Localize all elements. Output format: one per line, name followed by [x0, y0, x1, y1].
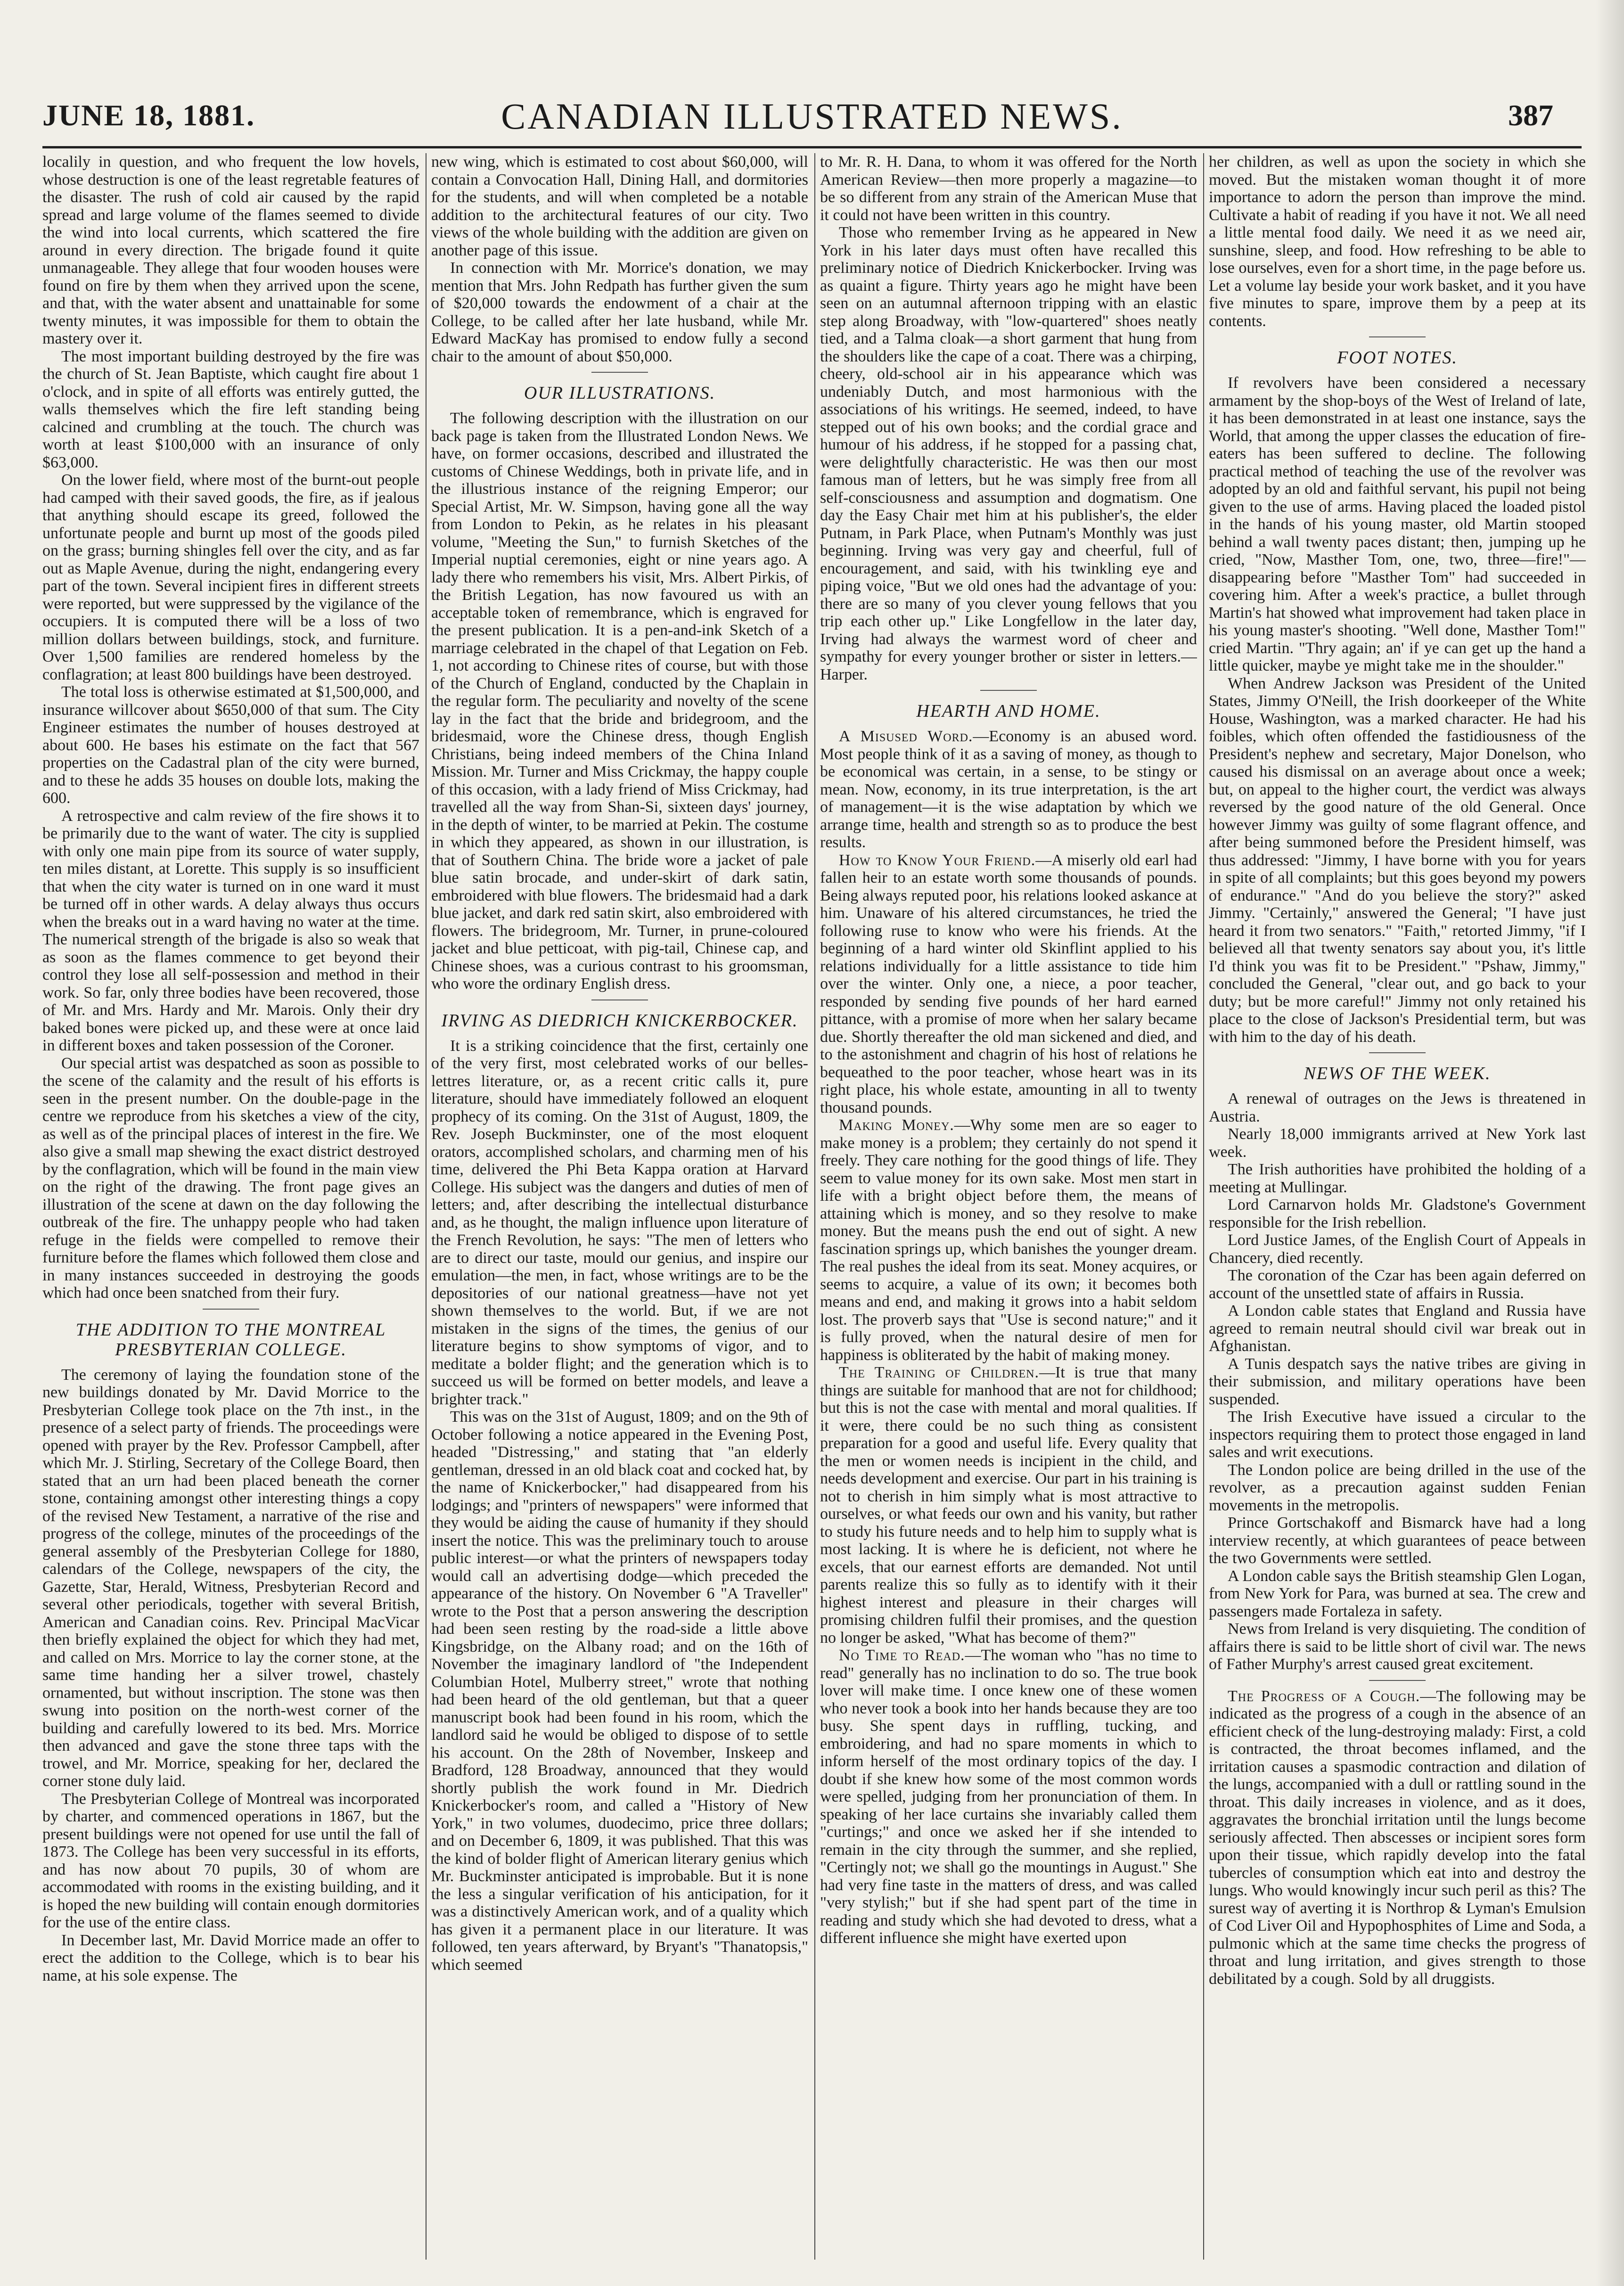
news-item: A Tunis despatch says the native tribes are giving in their submission, and military operations have been suspended.: [1209, 1355, 1586, 1408]
news-item: Nearly 18,000 immigrants arrived at New York last week.: [1209, 1125, 1586, 1161]
paragraph-lead: How to Know Your Friend.: [839, 851, 1036, 869]
page-edge-shadow: [1596, 0, 1624, 2286]
article-paragraph: [820, 728, 1197, 852]
column-4: [1209, 153, 1586, 2260]
section-divider: [203, 1309, 259, 1310]
paragraph-lead: Making Money.: [839, 1116, 954, 1134]
section-heading: FOOT NOTES.: [1337, 348, 1458, 368]
column-rule: [1203, 153, 1204, 2260]
news-item: News from Ireland is very disquieting. The condition of affairs there is said to be little short of civil war. The news of Father Murphy's arrest caused great excitement.: [1209, 1620, 1586, 1673]
article-paragraph: If revolvers have been considered a necessary armament by the shop-boys of the West of Ireland of late, it has been demonstrated in at least one instance, says the World, that among the upper classes the education of fire-eaters has been suffered to decline. The following practical method of teaching the use of the revolver was adopted by an old and faithful servant, his pupil not being given to the use of arms. Having placed the loaded pistol in the hands of his young master, old Martin stooped behind a wall twenty paces distant; then, jumping up he cried, "Now, Masther Tom, one, two, three—fire!"—disappearing before "Masther Tom" had succeeded in covering him. After a week's practice, a bullet through Martin's hat showed what improvement had taken place in his young master's shooting. "Well done, Masther Tom!" cried Martin. "Thry again; an' if ye can get up the hand a little quicker, maybe ye might take me in the shoulder.": [1209, 374, 1586, 674]
article-paragraph: [820, 1116, 1197, 1364]
paragraph-lead: The Training of Children.: [839, 1364, 1040, 1381]
news-item: The Irish Executive have issued a circular to the inspectors requiring them to protect those engaged in land sales and writ executions.: [1209, 1408, 1586, 1461]
article-paragraph: The Presbyterian College of Montreal was incorporated by charter, and commenced operations in 1867, but the present buildings were not opened for use until the fall of 1873. The College has been very successful in its efforts, and has now about 70 pupils, 30 of whom are accommodated with rooms in the existing building, and it is hoped the new building will contain enough dormitories for the use of the entire class.: [42, 1790, 419, 1931]
article-paragraph: [1209, 1688, 1586, 1988]
paragraph-body: —The woman who "has no time to read" generally has no inclination to do so. The true book lover will make time. I once knew one of these women who never took a book into her hands because they are too busy. She spent days in ruffling, tucking, and embroidering, and had no spare moments in which to inform herself of the most ordinary topics of the day. I doubt if she knew how some of the most common words were spelled, judging from her pronunciation of them. In speaking of her lace curtains she invariably called them "curtings;" and once we asked her if she intended to remain in the city through the summer, and she replied, "Certingly not; we shall go the mountings in August." She had very fine taste in the matters of dress, and was called "very stylish;" but if she had spent part of the time in reading and study which she had devoted to dress, what a different influence she might have exerted upon: [820, 1647, 1197, 1947]
paragraph-lead: The Progress of a Cough.: [1228, 1687, 1420, 1705]
article-paragraph: In December last, Mr. David Morrice made an offer to erect the addition to the College, which is to bear his name, at his sole expense. The: [42, 1931, 419, 1984]
paragraph-lead: No Time to Read.: [839, 1647, 965, 1664]
news-item: A renewal of outrages on the Jews is threatened in Austria.: [1209, 1090, 1586, 1125]
section-divider: [1369, 1052, 1426, 1053]
article-paragraph: The following description with the illustration on our back page is taken from the Illustrated London News. We have, on former occasions, described and illustrated the customs of Chinese Weddings, both in private life, and in the illustrious instance of the reigning Emperor; our Special Artist, Mr. W. Simpson, having gone all the way from London to Pekin, as he relates in his pleasant volume, "Meeting the Sun," to furnish Sketches of the Imperial nuptial ceremonies, eight or nine years ago. A lady there who remembers his visit, Mrs. Albert Pirkis, of the British Legation, has now favoured us with an acceptable token of remembrance, which is engraved for the present publication. It is a pen-and-ink Sketch of a marriage celebrated in the chapel of that Legation on Feb. 1, not according to Chinese rites of course, but with those of the Church of England, conducted by the Chaplain in the regular form. The peculiarity and novelty of the scene lay in the fact that the bride and bridegroom, and the bridesmaid, wore the Chinese dress, though English Christians, being indeed members of the China Inland Mission. Mr. Turner and Miss Crickmay, the happy couple of this occasion, with a lady friend of Miss Crickmay, had travelled all the way from Shan-Si, sixteen days' journey, in the depth of winter, to be married at Pekin. The costume in which they appeared, as shown in our illustration, is that of Southern China. The bride wore a jacket of pale blue satin brocade, and under-skirt of dark satin, embroidered with blue flowers. The bridesmaid had a dark blue jacket, and dark red satin skirt, also embroidered with flowers. The bridegroom, Mr. Turner, in prune-coloured jacket and blue petticoat, with pig-tail, Chinese cap, and Chinese shoes, was a curious contrast to his groomsman, who wore the ordinary English dress.: [431, 410, 808, 992]
article-paragraph: [820, 1647, 1197, 1947]
newspaper-title: CANADIAN ILLUSTRATED NEWS.: [501, 96, 1123, 137]
section-divider: [1369, 336, 1426, 337]
section-heading: IRVING AS DIEDRICH KNICKERBOCKER.: [441, 1010, 798, 1031]
article-paragraph: [820, 1364, 1197, 1647]
article-paragraph: localily in question, and who frequent the low hovels, whose destruction is one of the least regretable features of the disaster. The rush of cold air caused by the rapid spread and large volume of the flames seemed to divide the wind into local currents, which scattered the fire around in every direction. The brigade found it quite unmanageable. They allege that four wooden houses were found on fire by them when they arrived upon the scene, and that, with the water absent and unattainable for some twenty minutes, it was impossible for them to obtain the mastery over it.: [42, 153, 419, 347]
news-item: The coronation of the Czar has been again deferred on account of the unsettled state of affairs in Russia.: [1209, 1267, 1586, 1302]
section-heading: NEWS OF THE WEEK.: [1304, 1064, 1491, 1083]
paragraph-body: —Economy is an abused word. Most people think of it as a saving of money, as though to be economical was certain, in a sense, to be stingy or mean. Now, economy, in its true interpretation, is the art of management—it is the wise adaptation by which we arrange time, health and strength so as to produce the best results.: [820, 728, 1197, 851]
section-heading: THE ADDITION TO THE MONTREAL PRESBYTERIAN COLLEGE.: [75, 1319, 386, 1360]
paragraph-body: —Why some men are so eager to make money is a problem; they certainly do not spend it freely. They care nothing for the good things of life. They seem to value money for its own sake. Most men start in life with a bright object before them, the means of attaining which is money, and so they resolve to make money. But the means push the end out of sight. A new fascination springs up, which banishes the younger dream. The real pushes the ideal from its seat. Money acquires, or seems to acquire, a value of its own; it becomes both means and end, and making it grows into a habit seldom lost. The proverb says that "Use is second nature;" and it is fully proved, when the natural desire of men for happiness is obliterated by the habit of making money.: [820, 1116, 1197, 1364]
masthead: [42, 90, 1582, 148]
column-2: [431, 153, 808, 2260]
article-paragraph: It is a striking coincidence that the first, certainly one of the very first, most celebrated works of our belles-lettres literature, or, as a recent critic calls it, pure literature, should have immediately followed an eloquent prophecy of its coming. On the 31st of August, 1809, the Rev. Joseph Buckminster, one of the most eloquent orators, accomplished scholars, and charming men of his time, delivered the Phi Beta Kappa oration at Harvard College. His subject was the dangers and duties of men of letters; and, after describing the intellectual disturbance and, as he thought, the malign influence upon literature of the French Revolution, he says: "The men of letters who are to direct our taste, mould our genius, and inspire our emulation—the men, in fact, whose writings are to be the depositories of our national greatness—have not yet shown themselves to the world. But, if we are not mistaken in the signs of the times, the genius of our literature begins to show symptoms of vigor, and to meditate a bolder flight; and the generation which is to succeed us will be formed on better models, and leave a brighter track.": [431, 1037, 808, 1408]
article-paragraph: Those who remember Irving as he appeared in New York in his later days must often have recalled this preliminary notice of Diedrich Knickerbocker. Irving was as quaint a figure. Thirty years ago he might have been seen on an autumnal afternoon tripping with an elastic step along Broadway, with "low-quartered" shoes neatly tied, and a Talma cloak—a short garment that hung from the shoulders like the cape of a coat. There was a chirping, cheery, old-school air in his appearance which was undeniably Dutch, and most harmonious with the associations of his writings. He seemed, indeed, to have stepped out of his own books; and the cordial grace and humour of his address, if he stopped for a passing chat, were delightfully characteristic. He was then our most famous man of letters, but he was simply free from all self-consciousness and assumption and dogmatism. One day the Easy Chair met him at his publisher's, the elder Putnam, in Park Place, when Putnam's Monthly was just beginning. Irving was very gay and cheerful, full of encouragement, and said, with his twinkling eye and piping voice, "But we old ones had the advantage of you: there are so many of you clever young fellows that you trip each other up." Like Longfellow in the later day, Irving had always the warmest word of cheer and sympathy for every younger brother or sister in letters.—Harper.: [820, 224, 1197, 683]
article-paragraph: When Andrew Jackson was President of the United States, Jimmy O'Neill, the Irish doorkeeper of the White House, Washington, was a marked character. He had his foibles, which often offended the fastidiousness of the President's nephew and secretary, Major Donelson, who caused his dismissal on an average about once a week; but, on appeal to the higher court, the verdict was always reversed by the good nature of the old General. Once however Jimmy was guilty of some flagrant offence, and after being summoned before the President himself, was thus addressed: "Jimmy, I have borne with you for years in spite of all complaints; but this goes beyond my powers of endurance." "And do you believe the story?" asked Jimmy. "Certainly," answered the General; "I have just heard it from two senators." "Faith," retorted Jimmy, "if I believed all that twenty senators say about you, it's little I'd think you was fit to be President." "Pshaw, Jimmy," concluded the General, "clear out, and go back to your duty; but be more careful!" Jimmy not only retained his place to the close of Jackson's Presidential term, but was with him to the day of his death.: [1209, 674, 1586, 1046]
paragraph-body: —A miserly old earl had fallen heir to an estate worth some thousands of pounds. Being always reputed poor, his relations looked askance at him. Unaware of his altered circumstances, he tried the following ruse to know who were his friends. At the beginning of a hard winter old Skinflint applied to his relations individually for a little assistance to tide him over the winter. Only one, a niece, a poor teacher, responded by sending five pounds of her hard earned pittance, with a promise of more when her salary became due. Shortly thereafter the old man sickened and died, and to the astonishment and chagrin of his host of relations he bequeathed to the poor teacher, whose heart was in its right place, his whole estate, amounting in all to twenty thousand pounds.: [820, 851, 1197, 1116]
column-1: [42, 153, 419, 2260]
article-paragraph: Our special artist was despatched as soon as possible to the scene of the calamity and the result of his efforts is seen in the present number. On the double-page in the centre we reproduce from his sketches a view of the city, as well as of the principal places of interest in the fire. We also give a small map shewing the exact district destroyed by the conflagration, which will be found in the main view on the right of the drawing. The front page gives an illustration of the scene at dawn on the day following the outbreak of the fire. The unhappy people who had taken refuge in the fields were compelled to remove their furniture before the flames which followed them close and in many instances succeeded in destroying the goods which had once been snatched from their fury.: [42, 1054, 419, 1302]
news-item: Lord Carnarvon holds Mr. Gladstone's Government responsible for the Irish rebellion.: [1209, 1196, 1586, 1231]
paragraph-lead: A Misused Word.: [839, 728, 973, 745]
section-divider: [591, 372, 648, 373]
news-item: Prince Gortschakoff and Bismarck have had a long interview recently, at which guarantees of peace between the two Governments were settled.: [1209, 1514, 1586, 1567]
article-paragraph: The total loss is otherwise estimated at $1,500,000, and insurance willcover about $650,000 of that sum. The City Engineer estimates the number of houses destroyed at about 600. He bases his estimate on the fact that 567 properties on the Cadastral plan of the city were burned, and to these he adds 35 houses on double lots, making the 600.: [42, 683, 419, 807]
column-3: [820, 153, 1197, 2260]
article-paragraph: her children, as well as upon the society in which she moved. But the mistaken woman thought it of more importance to adorn the person than improve the mind. Cultivate a habit of reading if you have it not. We all need a little mental food daily. We need it as we need air, sunshine, sleep, and food. How refreshing to be able to lose ourselves, even for a short time, in the page before us. Let a volume lay beside your work basket, and it you have five minutes to spare, improve them by a peep at its contents.: [1209, 153, 1586, 330]
news-item: A London cable says the British steamship Glen Logan, from New York for Para, was burned at sea. The crew and passengers made Fortaleza in safety.: [1209, 1567, 1586, 1620]
article-paragraph: [820, 852, 1197, 1117]
section-divider: [1369, 1680, 1426, 1681]
issue-date: JUNE 18, 1881.: [42, 98, 255, 132]
article-paragraph: This was on the 31st of August, 1809; and on the 9th of October following a notice appeared in the Evening Post, headed "Distressing," and stating that "an elderly gentleman, dressed in an old black coat and cocked hat, by the name of Knickerbocker," had disappeared from his lodgings; and "printers of newspapers" were informed that they would be aiding the cause of humanity if they should insert the notice. This was the preliminary touch to arouse public interest—or what the printers of newspapers today would call an advertising dodge—which preceded the appearance of the history. On November 6 "A Traveller" wrote to the Post that a person answering the description had been seen resting by the road-side a little above Kingsbridge, on the Albany road; and on the 16th of November the imaginary landlord of "the Independent Columbian Hotel, Mulberry street," wrote that nothing had been heard of the old gentleman, but that a queer manuscript book had been found in his room, which the landlord said he would be obliged to dispose of to settle his account. On the 28th of November, Inskeep and Bradford, 128 Broadway, announced that they would shortly publish the work found in Mr. Diedrich Knickerbocker's room, and called a "History of New York," in two volumes, duodecimo, price three dollars; and on December 6, 1809, it was published. That this was the kind of bolder flight of American literary genius which Mr. Buckminster anticipated is improbable. But it is none the less a singular verification of his anticipation, for it was a distinctively American work, and of a quality which has given it a permanent place in our literature. It was followed, ten years afterward, by Bryant's "Thanatopsis," which seemed: [431, 1408, 808, 1974]
paragraph-body: —It is true that many things are suitable for manhood that are not for childhood; but this is not the case with mental and moral qualities. If it were, there could be no such thing as consistent preparation for a good and useful life. Every quality that the men or women needs is incipient in the child, and needs development and exercise. Our part in his training is not to cherish in him simply what is most attractive to ourselves, or what feeds our own and his vanity, but rather to study his future needs and to help him to supply what is most lacking. It is where he is deficient, not where he excels, that our earnest efforts are demanded. Not until parents realize this so fully as to identify with it their highest interest and pleasure in their charges will promising children fulfil their promises, and the question no longer be asked, "What has become of them?": [820, 1364, 1197, 1647]
section-divider: [980, 690, 1037, 691]
article-paragraph: The most important building destroyed by the fire was the church of St. Jean Baptiste, which caught fire about 1 o'clock, and in spite of all efforts was entirely gutted, the walls themselves which the fire left standing being calcined and crumbling at the touch. The church was worth at least $100,000 with an insurance of only $63,000.: [42, 347, 419, 471]
section-heading: HEARTH AND HOME.: [916, 701, 1101, 721]
article-paragraph: to Mr. R. H. Dana, to whom it was offered for the North American Review—then more properly a magazine—to be so different from any strain of the American Muse that it could not have been written in this country.: [820, 153, 1197, 224]
paragraph-body: —The following may be indicated as the progress of a cough in the absence of an efficient check of the lung-destroying malady: First, a cold is contracted, the throat becomes inflamed, and the irritation causes a spasmodic contraction and dilation of the lungs, accompanied with a dull or rattling sound in the throat. This daily increases in violence, and as it does, aggravates the bronchial irritation until the lungs become seriously affected. Then abscesses or incipient sores form upon their tissue, which rapidly develop into the fatal tubercles of consumption which eat into and destroy the lungs. Who would knowingly incur such peril as this? The surest way of averting it is Northrop & Lyman's Emulsion of Cod Liver Oil and Hypophosphites of Lime and Soda, a pulmonic which at the same time checks the progress of throat and lung irritation, and gives strength to those debilitated by a cough. Sold by all druggists.: [1209, 1687, 1586, 1988]
article-paragraph: A retrospective and calm review of the fire shows it to be primarily due to the want of water. The city is supplied with only one main pipe from its source of water supply, ten miles distant, at Lorette. This supply is so insufficient that when the city water is turned on in one ward it must be turned off in other wards. A delay always thus occurs when the breaks out in a ward having no water at the time. The numerical strength of the brigade is also so weak that as soon as the flames commence to get beyond their control they lose all self-possession and method in their work. So far, only three bodies have been recovered, those of Mr. and Mrs. Hardy and Mr. Marois. Only their dry baked bones were picked up, and these were at once laid in different boxes and taken possession of the Coroner.: [42, 807, 419, 1054]
news-item: Lord Justice James, of the English Court of Appeals in Chancery, died recently.: [1209, 1231, 1586, 1267]
page-number: 387: [1508, 98, 1553, 132]
article-paragraph: In connection with Mr. Morrice's donation, we may mention that Mrs. John Redpath has further given the sum of $20,000 towards the endowment of a chair at the College, to be called after her late husband, while Mr. Edward MacKay has promised to endow fully a second chair to the amount of about $50,000.: [431, 259, 808, 365]
news-item: The Irish authorities have prohibited the holding of a meeting at Mullingar.: [1209, 1161, 1586, 1196]
article-paragraph: The ceremony of laying the foundation stone of the new buildings donated by Mr. David Morrice to the Presbyterian College took place on the 7th inst., in the presence of a select party of friends. The proceedings were opened with prayer by the Rev. Professor Campbell, after which Mr. J. Stirling, Secretary of the College Board, then stated that an urn had been placed beneath the corner stone, containing amongst other interesting things a copy of the revised New Testament, a narrative of the rise and progress of the college, minutes of the proceedings of the general assembly of the Presbyterian College for 1880, calendars of the College, newspapers of the city, the Gazette, Star, Herald, Witness, Presbyterian Record and several other periodicals, together with several British, American and Canadian coins. Rev. Principal MacVicar then briefly explained the object for which they had met, and called on Mrs. Morrice to lay the corner stone, at the same time handing her a silver trowel, chastely ornamented, but without inscription. The stone was then swung into position on the north-west corner of the building and carefully lowered to its bed. Mrs. Morrice then advanced and gave the stone three taps with the trowel, and Mr. Morrice, speaking for her, declared the corner stone duly laid.: [42, 1366, 419, 1790]
news-item: The London police are being drilled in the use of the revolver, as a precaution against sudden Fenian movements in the metropolis.: [1209, 1461, 1586, 1514]
article-paragraph: new wing, which is estimated to cost about $60,000, will contain a Convocation Hall, Dining Hall, and dormitories for the students, and will when completed be a notable addition to the architectural features of our city. Two views of the whole building with the addition are given on another page of this issue.: [431, 153, 808, 259]
column-rule: [426, 153, 427, 2260]
column-rule: [814, 153, 815, 2260]
article-paragraph: On the lower field, where most of the burnt-out people had camped with their saved goods, the fire, as if jealous that anything should escape its greed, followed the unfortunate people and burnt up most of the goods piled on the grass; burning shingles fell over the city, and as far out as Maple Avenue, during the night, endangering every part of the town. Several incipient fires in different streets were reported, but were suppressed by the vigilance of the occupiers. It is computed there will be a loss of two million dollars between buildings, stock, and furniture. Over 1,500 families are rendered homeless by the conflagration; at least 800 buildings have been destroyed.: [42, 471, 419, 683]
news-item: A London cable states that England and Russia have agreed to remain neutral should civil war break out in Afghanistan.: [1209, 1302, 1586, 1355]
section-heading: OUR ILLUSTRATIONS.: [524, 383, 716, 403]
